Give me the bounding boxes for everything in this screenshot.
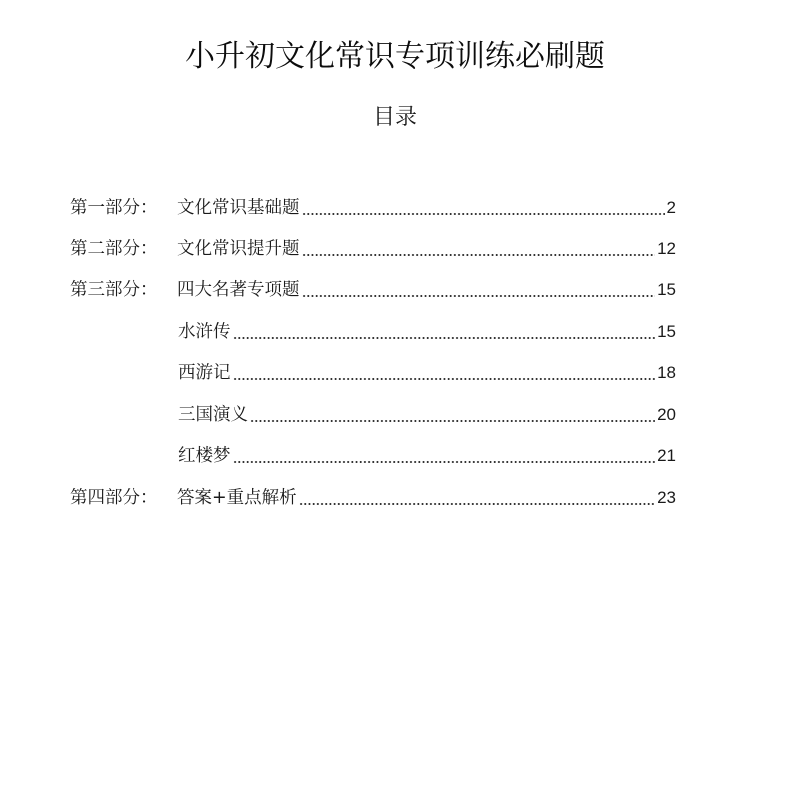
dot-leader: [233, 337, 656, 339]
toc-page-number: 2: [666, 198, 676, 217]
toc-entry-title: 文化常识提升题: [177, 239, 300, 259]
dot-leader: [299, 503, 655, 505]
toc-entry-title: 红楼梦: [178, 446, 231, 466]
toc-entry[interactable]: [70, 231, 676, 261]
toc-subentry[interactable]: [178, 355, 676, 385]
toc-part-label: 第四部分：: [70, 488, 158, 508]
toc-entry[interactable]: [70, 272, 676, 302]
toc-page-number: 23: [657, 488, 676, 507]
toc-part-label: 第三部分：: [70, 280, 158, 300]
toc-entry-title: 答案+重点解析: [177, 488, 297, 508]
toc-part-label: 第一部分：: [70, 198, 158, 218]
toc-page-number: 15: [657, 280, 676, 299]
dot-leader: [233, 461, 656, 463]
toc-page-number: 20: [657, 405, 676, 424]
toc-entry[interactable]: [70, 190, 676, 220]
toc-subentry[interactable]: [178, 438, 676, 468]
toc-page-number: 18: [657, 363, 676, 382]
dot-leader: [302, 254, 656, 256]
dot-leader: [233, 378, 656, 380]
toc-page-number: 12: [657, 239, 676, 258]
dot-leader: [302, 213, 665, 215]
dot-leader: [250, 420, 655, 422]
toc-part-label: 第二部分：: [70, 239, 158, 259]
toc-entry-title: 三国演义: [178, 405, 248, 425]
dot-leader: [302, 295, 656, 297]
toc-heading: 目录: [372, 105, 417, 130]
toc-entry-title: 西游记: [178, 363, 231, 383]
toc-entry-title: 四大名著专项题: [177, 280, 300, 300]
toc-entry[interactable]: [70, 480, 676, 510]
toc-page-number: 15: [657, 322, 676, 341]
document-title: 小升初文化常识专项训练必刷题: [185, 39, 605, 74]
toc-subentry[interactable]: [178, 397, 676, 427]
toc-page-number: 21: [657, 446, 676, 465]
toc-subentry[interactable]: [178, 314, 676, 344]
toc-entry-title: 文化常识基础题: [177, 198, 300, 218]
toc-entry-title: 水浒传: [178, 322, 231, 342]
